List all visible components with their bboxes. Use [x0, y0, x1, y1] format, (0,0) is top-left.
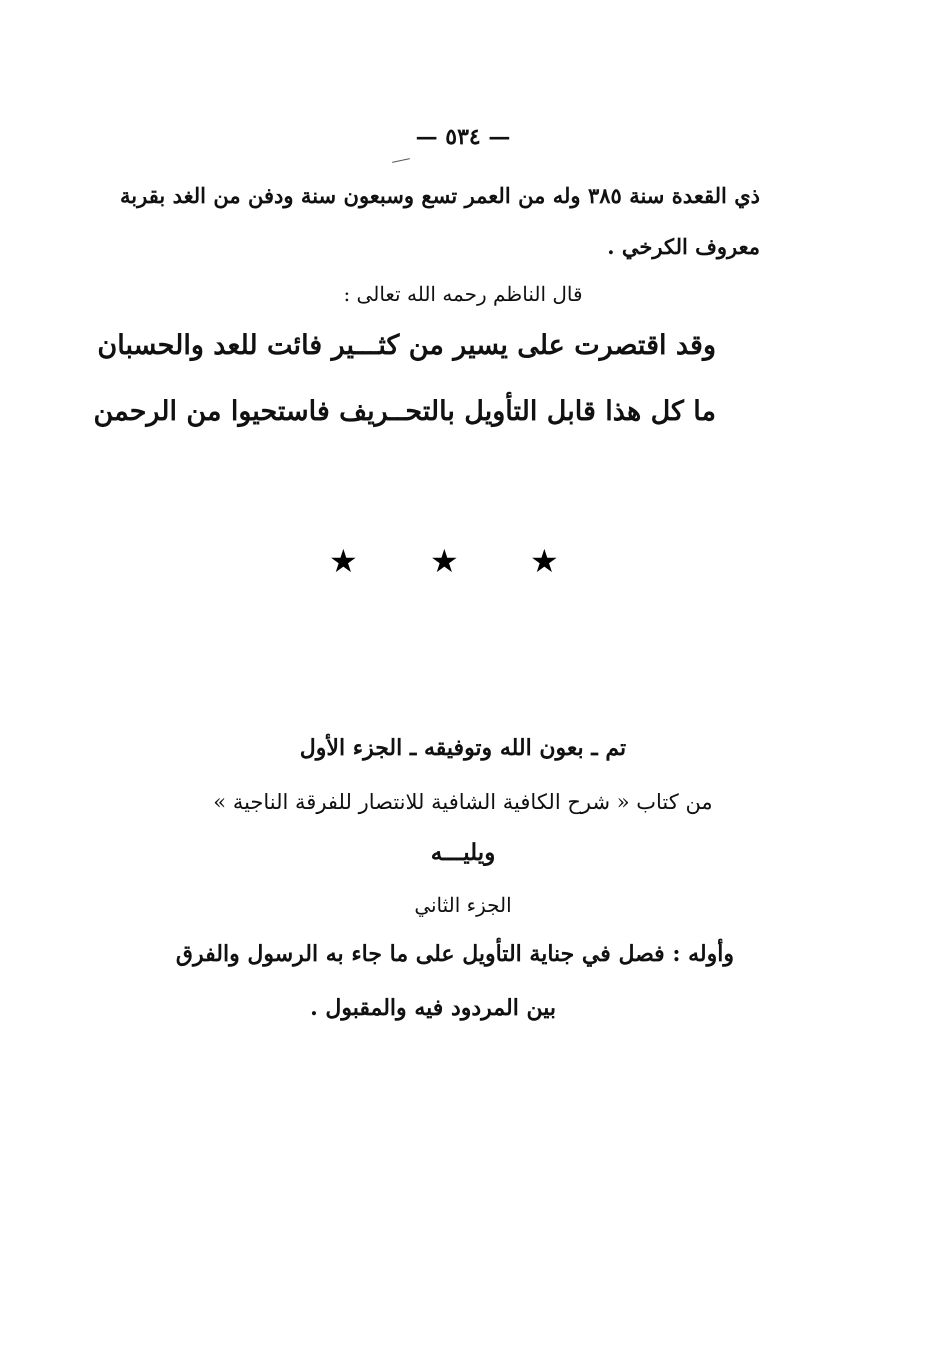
verse-2: ما كل هذا قابل التأويل بالتحــريف فاستحيوا من الرحمن [93, 396, 716, 427]
closing-book-title: من كتاب « شرح الكافية الشافية للانتصار للفرقة الناجية » [213, 790, 713, 814]
closing-completion-line: تم ـ بعون الله وتوفيقه ـ الجزء الأول [299, 735, 627, 761]
closing-next-part-start-1: وأوله : فصل في جناية التأويل على ما جاء به الرسول والفرق [175, 941, 734, 967]
star-icon: ★ [530, 542, 559, 580]
closing-followed-by: ويليـــه [430, 839, 496, 866]
body-text-line-1: ذي القعدة سنة ٣٨٥ وله من العمر تسع وسبعون سنة ودفن من الغد بقربة [120, 183, 760, 208]
star-icon: ★ [329, 542, 358, 580]
print-mark [392, 158, 410, 163]
page-number: — ٥٣٤ — [415, 124, 511, 150]
poem-introduction: قال الناظم رحمه الله تعالى : [343, 282, 583, 306]
star-icon: ★ [430, 542, 459, 580]
section-separator [0, 541, 926, 585]
body-text-line-2: معروف الكرخي . [607, 234, 760, 259]
closing-next-part-start-2: بين المردود فيه والمقبول . [310, 995, 556, 1021]
closing-next-part: الجزء الثاني [414, 893, 512, 917]
verse-1: وقد اقتصرت على يسير من كثـــير فائت للعد والحسبان [97, 330, 716, 361]
